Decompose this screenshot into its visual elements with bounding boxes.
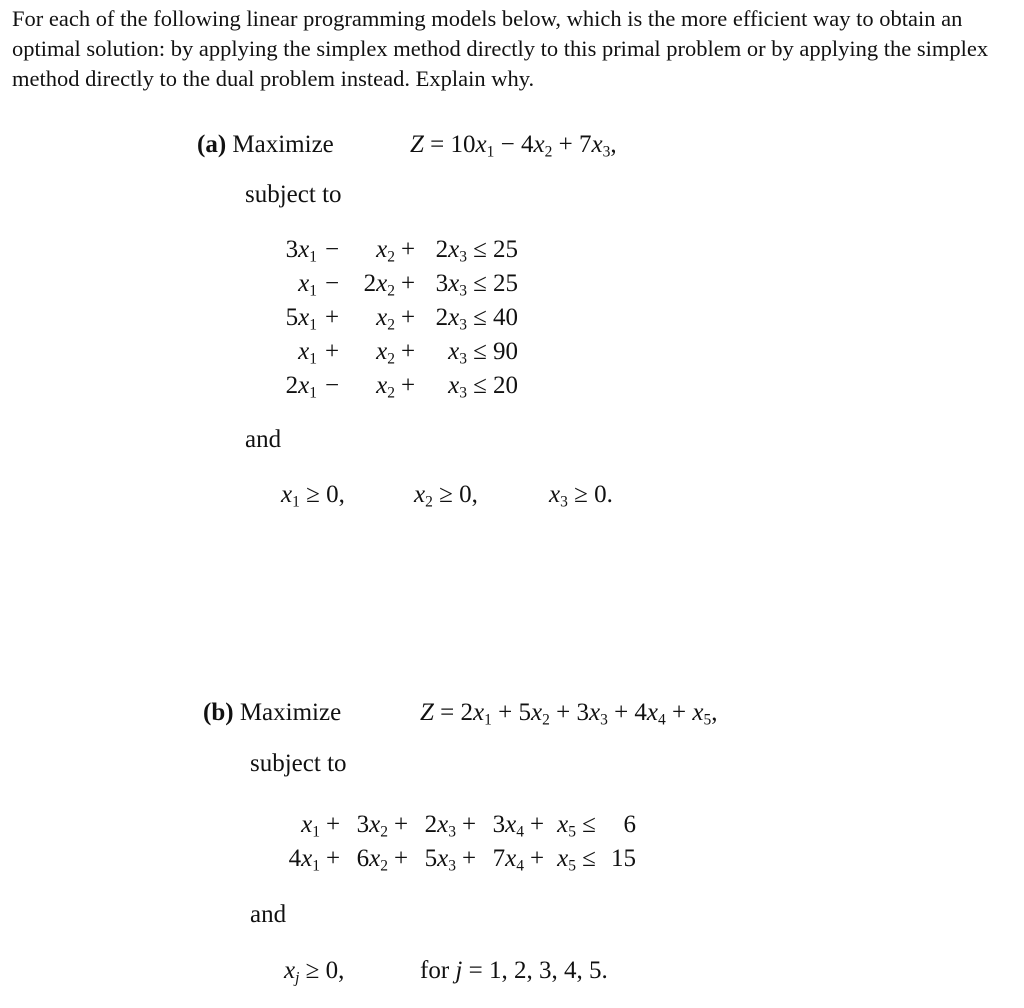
constraint-row: $x_1$ + $x_2$ + $x_3$ ≤ 90 bbox=[281, 335, 533, 369]
constraint-row: $4x_1$ + $6x_2$ + $5x_3$ + $7x_4$ + $x_5$ ≤ 15 bbox=[284, 842, 636, 876]
constraint-row: $3x_1$ − $x_2$ + $2x_3$ ≤ 25 bbox=[281, 233, 533, 267]
part-b-index-range: for j = 1, 2, 3, 4, 5. bbox=[420, 957, 608, 984]
part-b-constraints bbox=[284, 808, 636, 876]
part-a-label: (a) bbox=[197, 131, 227, 158]
part-a-objective: $Z = 10x_1 - 4x_2 + 7x_3$, bbox=[410, 131, 617, 161]
rhs-value: 90 bbox=[493, 338, 518, 365]
rhs-value: 20 bbox=[493, 372, 518, 399]
part-b-heading bbox=[203, 698, 341, 728]
nonneg-value: 0, bbox=[325, 957, 345, 984]
part-b-label: (b) bbox=[203, 699, 234, 726]
for-text: for bbox=[420, 957, 450, 984]
part-a-constraints bbox=[281, 233, 533, 403]
part-a-subject-to: subject to bbox=[245, 181, 342, 208]
part-b-objective: $Z = 2x_1 + 5x_2 + 3x_3 + 4x_4 + x_5$, bbox=[420, 699, 718, 729]
part-a-nonneg-x1: $x_1 \ge 0$, bbox=[281, 481, 345, 511]
part-a-and: and bbox=[245, 426, 282, 453]
constraint-row: $x_1$ + $3x_2$ + $2x_3$ + $3x_4$ + $x_5$ ≤ 6 bbox=[284, 808, 636, 842]
rhs-value: 25 bbox=[493, 270, 518, 297]
constraint-row: $2x_1$ − $x_2$ + $x_3$ ≤ 20 bbox=[281, 369, 533, 403]
constraint-row: $5x_1$ + $x_2$ + $2x_3$ ≤ 40 bbox=[281, 301, 533, 335]
constraint-row: $x_1$ − $2x_2$ + $3x_3$ ≤ 25 bbox=[281, 267, 533, 301]
part-b-nonneg: $x_j \ge 0$, bbox=[284, 957, 345, 987]
rhs-value: 15 bbox=[611, 845, 636, 872]
part-a-maximize: Maximize bbox=[232, 131, 334, 158]
problem-statement: For each of the following linear programming models below, which is the more efficient way to obtain an optimal solution: by applying the simplex method directly to this primal problem or by applying the simplex method directly to the dual problem instead. Explain why. bbox=[12, 6, 989, 91]
part-b-maximize: Maximize bbox=[239, 699, 342, 726]
part-b-subject-to: subject to bbox=[250, 750, 347, 777]
nonneg-value: 0, bbox=[326, 481, 345, 508]
rhs-value: 40 bbox=[493, 304, 518, 331]
part-a-nonneg-x3: $x_3 \ge 0$. bbox=[549, 481, 613, 511]
j-values: = 1, 2, 3, 4, 5. bbox=[468, 957, 608, 984]
part-a-heading bbox=[197, 130, 334, 160]
part-b-and: and bbox=[250, 901, 287, 928]
nonneg-value: 0, bbox=[459, 481, 478, 508]
rhs-value: 6 bbox=[623, 811, 636, 838]
nonneg-value: 0. bbox=[594, 481, 613, 508]
rhs-value: 25 bbox=[493, 236, 518, 263]
part-a-nonneg-x2: $x_2 \ge 0$, bbox=[414, 481, 478, 511]
